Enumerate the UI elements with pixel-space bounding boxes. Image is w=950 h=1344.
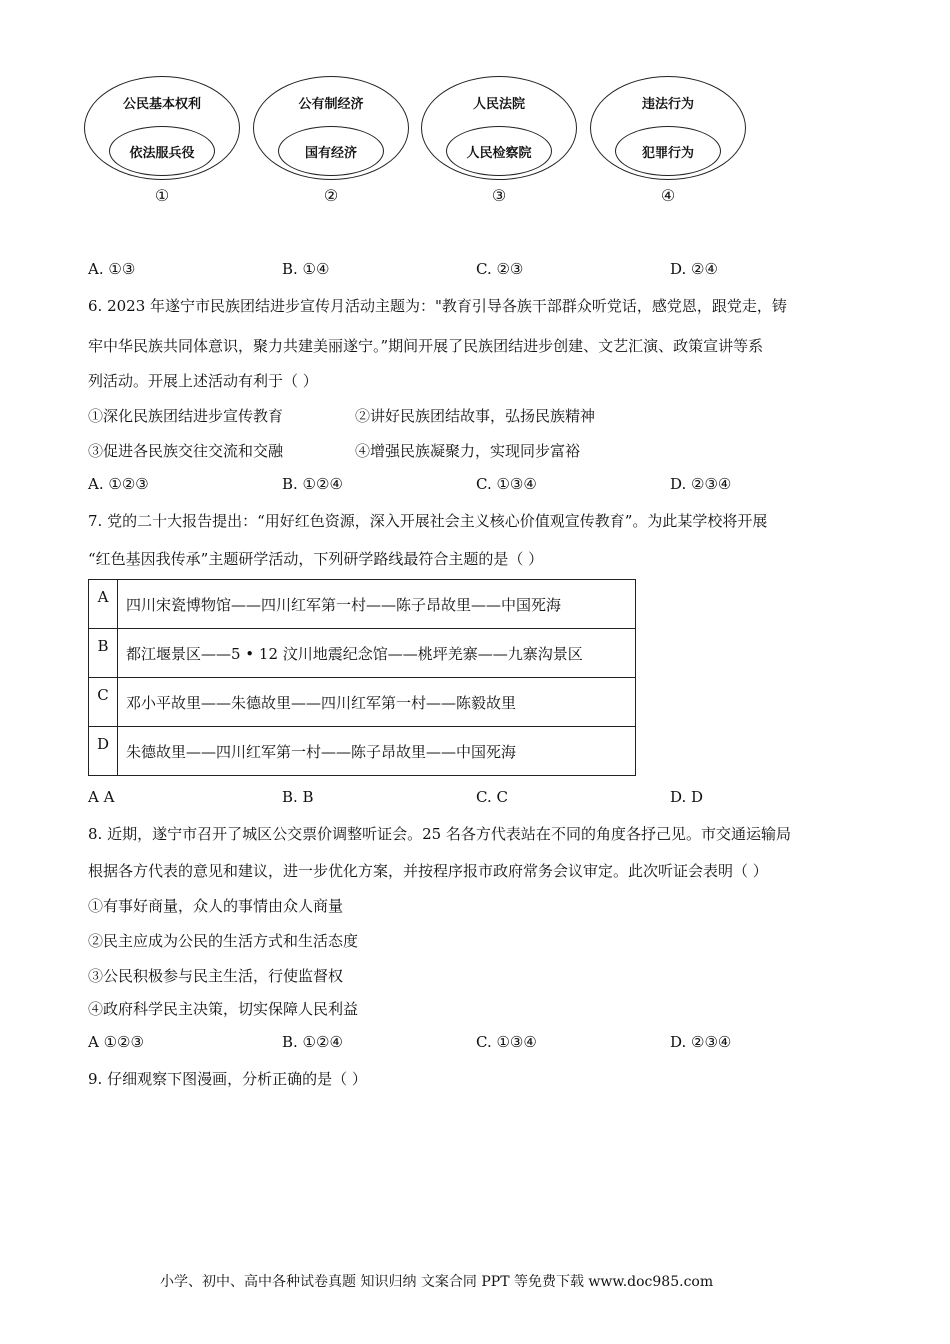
row-key: C	[89, 678, 118, 727]
q9-stem: 9. 仔细观察下图漫画，分析正确的是（ ）	[88, 1070, 367, 1088]
q6-stem-line-2: 牢中华民族共同体意识，聚力共建美丽遂宁。”期间开展了民族团结进步创建、文艺汇演、政策宣讲等系	[88, 337, 764, 355]
row-route: 都江堰景区——5 • 12 汶川地震纪念馆——桃坪羌寨——九寨沟景区	[118, 629, 636, 678]
option-b: B. ①②④	[282, 475, 343, 493]
q6-statement-4: ④增强民族凝聚力，实现同步富裕	[355, 442, 581, 460]
q7-options	[88, 788, 788, 808]
diagram-number: ②	[323, 186, 339, 205]
diagram-2	[253, 76, 413, 211]
option-d: D. ②③④	[670, 1033, 732, 1051]
inner-label: 国有经济	[304, 146, 357, 161]
q6-options	[88, 475, 788, 495]
row-key: A	[89, 580, 118, 629]
inner-label: 依法服兵役	[129, 146, 195, 161]
q8-stem-line-1: 8. 近期，遂宁市召开了城区公交票价调整听证会。25 名各方代表站在不同的角度各抒己见。市交通运输局	[88, 825, 791, 843]
option-d: D. D	[670, 788, 704, 806]
page-footer: 小学、初中、高中各种试卷真题 知识归纳 文案合同 PPT 等免费下载 www.doc985.com	[160, 1274, 714, 1290]
option-c: C. ①③④	[476, 475, 537, 493]
q6-statement-2: ②讲好民族团结故事，弘扬民族精神	[355, 407, 596, 425]
row-route: 四川宋瓷博物馆——四川红军第一村——陈子昂故里——中国死海	[118, 580, 636, 629]
diagram-number: ③	[491, 186, 507, 205]
q6-statement-3: ③促进各民族交往交流和交融	[88, 442, 284, 460]
option-b: B. B	[282, 788, 314, 806]
option-a: A A	[88, 788, 115, 806]
row-key: B	[89, 629, 118, 678]
table-row	[89, 727, 636, 776]
option-c: C. ①③④	[476, 1033, 537, 1051]
outer-label: 公有制经济	[298, 97, 364, 112]
row-route: 邓小平故里——朱德故里——四川红军第一村——陈毅故里	[118, 678, 636, 727]
diagram-row	[84, 76, 764, 216]
outer-label: 公民基本权利	[122, 97, 201, 112]
diagram-1	[84, 76, 244, 211]
outer-label: 人民法院	[472, 97, 525, 112]
outer-label: 违法行为	[641, 97, 694, 112]
option-a: A. ①②③	[88, 475, 149, 493]
q6-stem-line-3: 列活动。开展上述活动有利于（ ）	[88, 372, 318, 390]
diagram-4	[590, 76, 750, 211]
q7-stem-line-1: 7. 党的二十大报告提出：“用好红色资源，深入开展社会主义核心价值观宣传教育”。为此某学校将开展	[88, 512, 768, 530]
q8-statement-4: ④政府科学民主决策，切实保障人民利益	[88, 1000, 359, 1018]
inner-label: 人民检察院	[466, 146, 532, 161]
q6-stem-line-1: 6. 2023 年遂宁市民族团结进步宣传月活动主题为："教育引导各族干部群众听党话，感党恩，跟党走，铸	[88, 297, 787, 315]
q8-statement-3: ③公民积极参与民主生活，行使监督权	[88, 967, 344, 985]
option-d: D. ②③④	[670, 475, 732, 493]
inner-label: 犯罪行为	[641, 146, 694, 161]
q6-statement-1: ①深化民族团结进步宣传教育	[88, 407, 284, 425]
q7-stem-line-2: “红色基因我传承”主题研学活动，下列研学路线最符合主题的是（ ）	[88, 550, 544, 568]
diagram-number: ①	[154, 186, 170, 205]
q8-statement-2: ②民主应成为公民的生活方式和生活态度	[88, 932, 359, 950]
table-row	[89, 678, 636, 727]
diagram-3	[421, 76, 581, 211]
option-a: A. ①③	[88, 260, 136, 278]
row-key: D	[89, 727, 118, 776]
option-b: B. ①④	[282, 260, 330, 278]
q5-options	[88, 260, 788, 280]
option-b: B. ①②④	[282, 1033, 343, 1051]
row-route: 朱德故里——四川红军第一村——陈子昂故里——中国死海	[118, 727, 636, 776]
diagram-number: ④	[660, 186, 676, 205]
q7-route-table	[88, 579, 636, 776]
option-d: D. ②④	[670, 260, 718, 278]
table-row	[89, 629, 636, 678]
table-row	[89, 580, 636, 629]
option-a: A ①②③	[88, 1033, 144, 1051]
q8-statement-1: ①有事好商量，众人的事情由众人商量	[88, 897, 344, 915]
option-c: C. ②③	[476, 260, 524, 278]
q8-options	[88, 1033, 788, 1053]
q8-stem-line-2: 根据各方代表的意见和建议，进一步优化方案，并按程序报市政府常务会议审定。此次听证会表明（ ）	[88, 862, 768, 880]
option-c: C. C	[476, 788, 508, 806]
